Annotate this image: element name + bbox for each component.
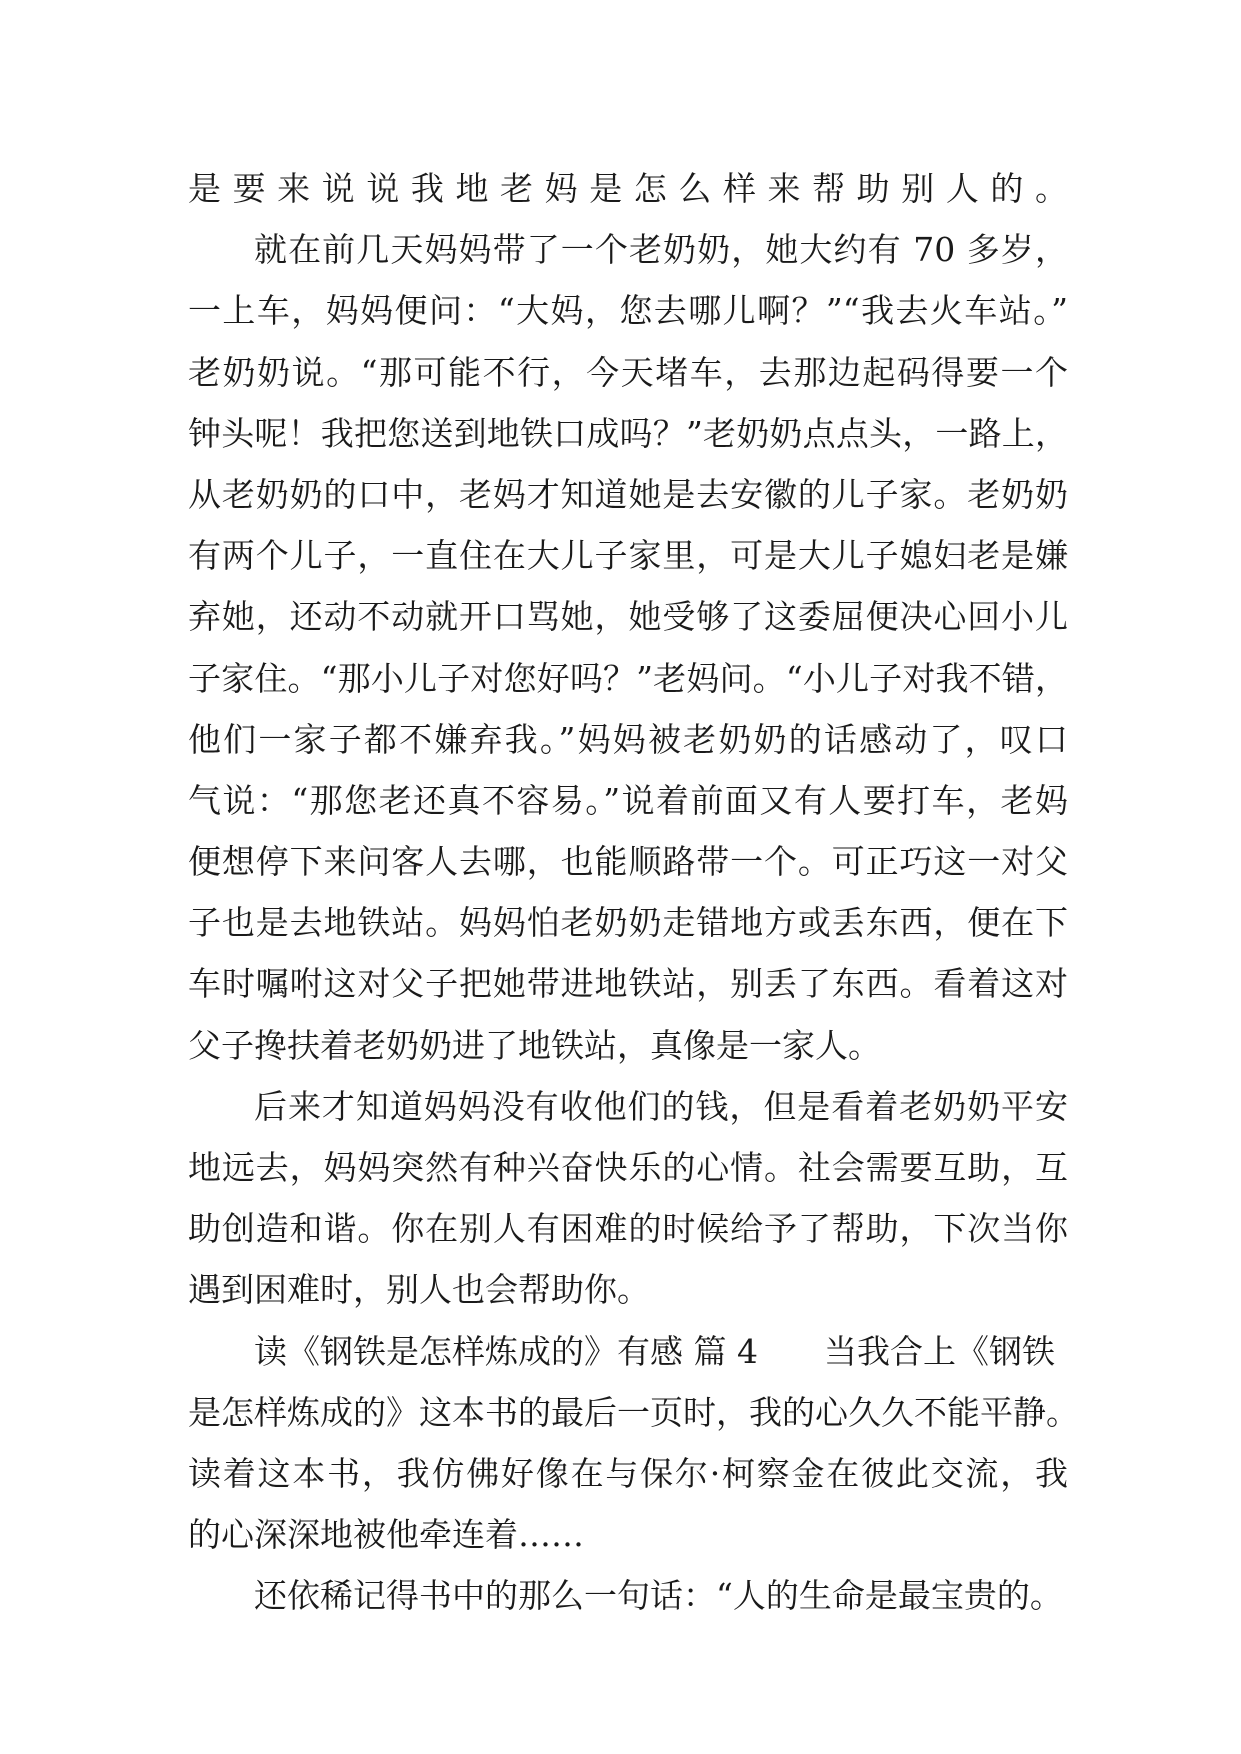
text-line: 子家住。“那小儿子对您好吗？”老妈问。“小儿子对我不错， (188, 658, 1068, 698)
text-line: 车时嘱咐这对父子把她带进地铁站，别丢了东西。看着这对 (188, 964, 1068, 1004)
section-title: 读《钢铁是怎样炼成的》有感 篇 4 (254, 1331, 758, 1371)
text-line: 父子搀扶着老奶奶进了地铁站，真像是一家人。 (188, 1025, 881, 1065)
section-first-text: 当我合上《钢铁 (823, 1331, 1055, 1371)
text-line: 弃她，还动不动就开口骂她，她受够了这委屈便决心回小儿 (188, 597, 1068, 637)
article-body (188, 158, 1079, 1627)
paragraph-start-line: 还依稀记得书中的那么一句话：“人的生命是最宝贵的。 (254, 1576, 1063, 1616)
text-line: 钟头呢！我把您送到地铁口成吗？”老奶奶点点头，一路上， (188, 413, 1068, 453)
text-line: 助创造和谐。你在别人有困难的时候给予了帮助，下次当你 (188, 1209, 1068, 1249)
text-line: 读着这本书，我仿佛好像在与保尔·柯察金在彼此交流，我 (188, 1453, 1068, 1493)
paragraph-start-line: 就在前几天妈妈带了一个老奶奶，她大约有 70 多岁， (254, 230, 1068, 270)
text-line: 遇到困难时，别人也会帮助你。 (188, 1270, 650, 1310)
section-heading-line (188, 1321, 1068, 1382)
paragraph-start-line: 后来才知道妈妈没有收他们的钱，但是看着老奶奶平安 (254, 1086, 1068, 1126)
text-line: 是怎样炼成的》这本书的最后一页时，我的心久久不能平静。 (188, 1392, 1079, 1432)
text-line: 有两个儿子，一直住在大儿子家里，可是大儿子媳妇老是嫌 (188, 536, 1068, 576)
text-line: 气说：“那您老还真不容易。”说着前面又有人要打车，老妈 (188, 780, 1068, 820)
text-line: 老奶奶说。“那可能不行，今天堵车，去那边起码得要一个 (188, 352, 1068, 392)
text-line: 的心深深地被他牵连着…… (188, 1515, 584, 1555)
text-line: 子也是去地铁站。妈妈怕老奶奶走错地方或丢东西，便在下 (188, 903, 1068, 943)
text-line: 是要来说说我地老妈是怎么样来帮助别人的。 (188, 169, 1068, 208)
text-line: 便想停下来问客人去哪，也能顺路带一个。可正巧这一对父 (188, 842, 1068, 882)
text-line: 一上车，妈妈便问：“大妈，您去哪儿啊？”“我去火车站。” (188, 291, 1068, 331)
text-line: 他们一家子都不嫌弃我。”妈妈被老奶奶的话感动了，叹口 (188, 719, 1068, 759)
text-line: 地远去，妈妈突然有种兴奋快乐的心情。社会需要互助，互 (188, 1148, 1068, 1187)
text-line: 从老奶奶的口中，老妈才知道她是去安徽的儿子家。老奶奶 (188, 474, 1068, 514)
